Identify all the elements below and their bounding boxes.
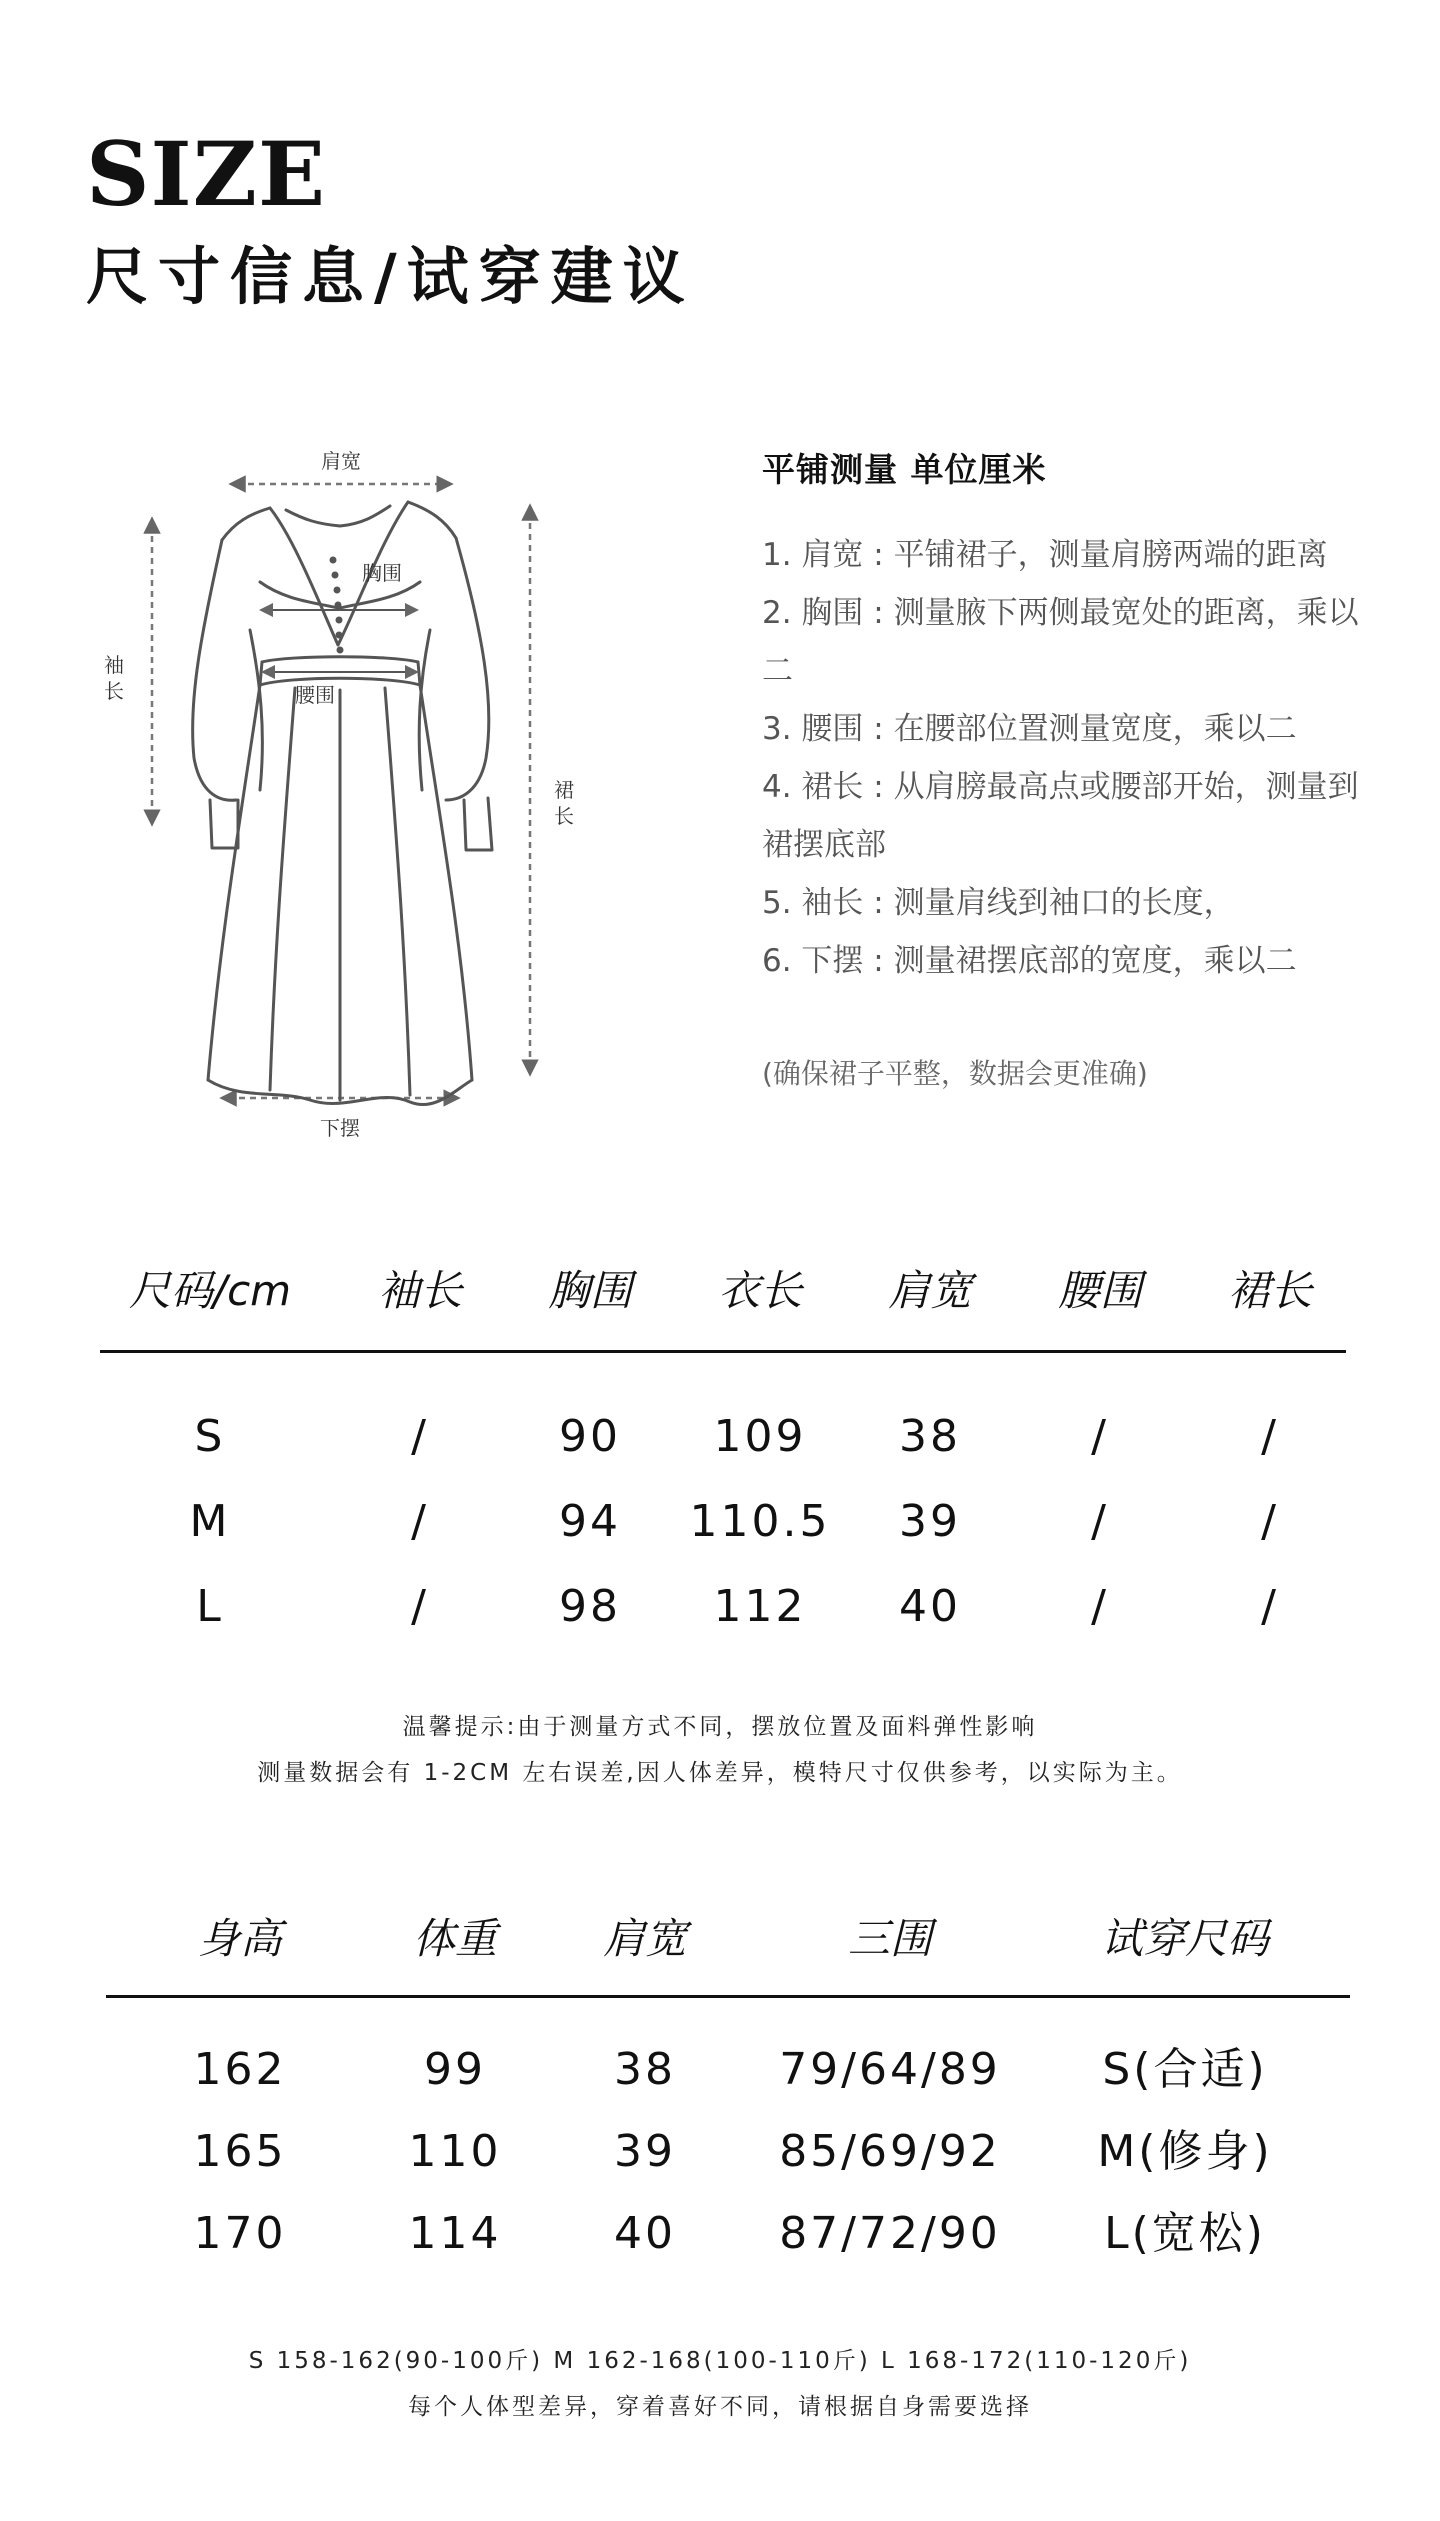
size-header: 腰围 [1057, 1266, 1142, 1315]
size-header: 袖长 [377, 1266, 462, 1315]
guide-item: 5. 袖长 : 测量肩线到袖口的长度， [762, 885, 1235, 921]
size-header: 胸围 [547, 1266, 632, 1315]
label-skirt-2: 长 [554, 804, 574, 828]
label-chest: 胸围 [362, 561, 402, 585]
fit-table-rule [106, 1995, 1350, 1998]
dress-diagram [90, 440, 610, 1160]
label-skirt-1: 裙 [554, 778, 574, 802]
fit-cell: 110 [408, 2126, 502, 2177]
guide-item: 6. 下摆 : 测量裙摆底部的宽度，乘以二 [762, 943, 1297, 979]
label-sleeve-1: 袖 [104, 653, 124, 677]
size-cell: 110.5 [689, 1496, 831, 1547]
size-cell: S [194, 1411, 226, 1462]
fit-cell: 87/72/90 [779, 2208, 1001, 2259]
page-subtitle: 尺寸信息/试穿建议 [86, 240, 695, 313]
fit-cell: 165 [193, 2126, 287, 2177]
label-hem: 下摆 [320, 1116, 360, 1140]
fit-cell: 170 [193, 2208, 287, 2259]
size-cell: 40 [899, 1581, 961, 1632]
fit-cell: L(宽松) [1104, 2208, 1266, 2259]
fit-header: 肩宽 [602, 1914, 687, 1963]
guide-item: 3. 腰围 : 在腰部位置测量宽度，乘以二 [762, 711, 1297, 747]
size-table-rule [100, 1350, 1346, 1353]
fit-header: 身高 [197, 1914, 282, 1963]
size-cell: 39 [899, 1496, 961, 1547]
size-cell: M [189, 1496, 231, 1547]
fit-cell: 39 [614, 2126, 676, 2177]
size-cell: / [1261, 1581, 1279, 1632]
size-cell: / [1261, 1411, 1279, 1462]
guide-item: 2. 胸围 : 测量腋下两侧最宽处的距离，乘以二 [762, 595, 1359, 689]
size-cell: 94 [559, 1496, 621, 1547]
guide-title: 平铺测量 单位厘米 [762, 450, 1047, 489]
fit-cell: 99 [424, 2044, 486, 2095]
fit-cell: 40 [614, 2208, 676, 2259]
guide-list [762, 526, 1382, 990]
label-shoulder: 肩宽 [321, 449, 361, 473]
dress-outline [193, 502, 492, 1105]
size-header: 尺码/cm [128, 1266, 292, 1315]
fit-cell: S(合适) [1102, 2044, 1268, 2095]
page-title: SIZE [86, 122, 327, 226]
label-sleeve-2: 长 [104, 679, 124, 703]
tip-line: 测量数据会有 1-2CM 左右误差,因人体差异，模特尺寸仅供参考，以实际为主。 [257, 1760, 1183, 1786]
size-cell: / [1091, 1581, 1109, 1632]
size-cell: 38 [899, 1411, 961, 1462]
footer-line: 每个人体型差异，穿着喜好不同，请根据自身需要选择 [408, 2394, 1032, 2420]
fit-cell: 38 [614, 2044, 676, 2095]
fit-header: 试穿尺码 [1100, 1914, 1269, 1963]
size-header: 衣长 [717, 1266, 802, 1315]
footer-line: S 158-162(90-100斤) M 162-168(100-110斤) L 168-172(110-120斤) [248, 2348, 1192, 2374]
size-cell: L [196, 1581, 224, 1632]
guide-item: 1. 肩宽 : 平铺裙子，测量肩膀两端的距离 [762, 537, 1328, 573]
size-cell: / [1091, 1496, 1109, 1547]
fit-cell: M(修身) [1097, 2126, 1273, 2177]
size-cell: 112 [713, 1581, 807, 1632]
size-cell: / [1261, 1496, 1279, 1547]
label-waist: 腰围 [295, 683, 335, 707]
size-cell: / [411, 1581, 429, 1632]
guide-item: 4. 裙长 : 从肩膀最高点或腰部开始，测量到裙摆底部 [762, 769, 1359, 863]
tip-line: 温馨提示:由于测量方式不同，摆放位置及面料弹性影响 [402, 1714, 1038, 1740]
fit-cell: 114 [408, 2208, 502, 2259]
size-cell: 109 [713, 1411, 807, 1462]
fit-cell: 162 [193, 2044, 287, 2095]
size-cell: / [411, 1496, 429, 1547]
size-cell: 90 [559, 1411, 621, 1462]
size-header: 肩宽 [887, 1266, 972, 1315]
size-header: 裙长 [1227, 1266, 1312, 1315]
size-cell: 98 [559, 1581, 621, 1632]
size-cell: / [411, 1411, 429, 1462]
fit-cell: 85/69/92 [779, 2126, 1001, 2177]
fit-cell: 79/64/89 [779, 2044, 1001, 2095]
fit-header: 体重 [412, 1914, 497, 1963]
guide-note: (确保裙子平整，数据会更准确) [762, 1057, 1148, 1090]
size-cell: / [1091, 1411, 1109, 1462]
fit-header: 三围 [847, 1914, 932, 1963]
